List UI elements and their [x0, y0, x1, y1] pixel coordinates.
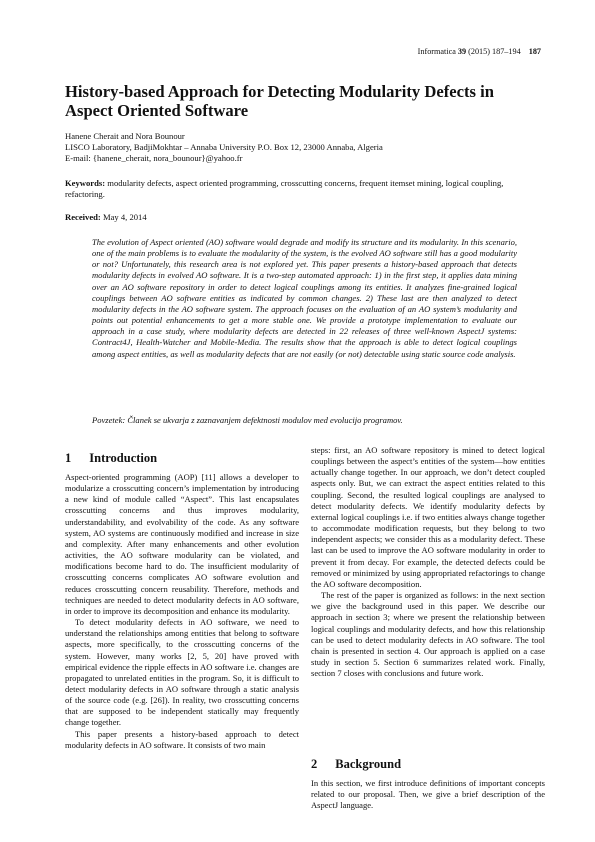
- author-affiliation: LISCO Laboratory, BadjiMokhtar – Annaba University P.O. Box 12, 23000 Annaba, Algeria: [65, 142, 383, 153]
- journal-year-pages: (2015) 187–194: [468, 47, 521, 56]
- right-column: [311, 445, 545, 679]
- paragraph: This paper presents a history-based approach to detect modularity defects in AO software. It consists of two main: [65, 728, 299, 750]
- journal-volume: 39: [457, 47, 467, 56]
- paragraph: The rest of the paper is organized as follows: in the next section we give the background used in this paper. We describe our approach in section 3; where we present the relationship between logical couplings and modularity defects, and how this relationship can be used to detect modularity defects in AO software. The tool chain is presented in section 4. Our approach is applied on a case study in section 5. Section 6 summarizes related work. Finally, section 7 closes with conclusions and future work.: [311, 590, 545, 679]
- received-date: May 4, 2014: [102, 212, 147, 222]
- running-header: [418, 47, 541, 56]
- keywords-label: Keywords:: [65, 178, 106, 188]
- abstract: The evolution of Aspect oriented (AO) software would degrade and modify its structure and its modularity. In this scenario, one of the main problems is to evaluate the modularity of the system, is the evolved AO software still has a good modularity or not? Unfortunately, this research area is not explored yet. This paper presents a history-based approach that detects modularity defects in evolved AO software. It is a two-step automated approach: 1) in the first step, it applies data mining over an AO software repository in order to detect logical couplings among its entities. It analyzes fine-grained logical couplings between AO software entities as indicated by common changes. 2) These last are then analyzed to detect modularity defects in the AO software system. The approach focuses on the evaluation of an AO system’s modularity and points out potential enhancements to get a more stable one. We provide a prototype implementation to evaluate our approach in a case study, where modularity defects are detected in 22 releases of three well-known AspectJ systems: Contract4J, Health-Watcher and Mobile-Media. The results show that the approach is able to detect logical couplings among aspect entities, as well as modularity defects that are not easily (or not) detectable using static source code analysis.: [92, 237, 517, 359]
- author-names: Hanene Cherait and Nora Bounour: [65, 131, 185, 141]
- paragraph: steps: first, an AO software repository is mined to detect logical couplings between the aspect’s entities of the system—how entities actually change together. In our approach, we don’t detect coupled aspects only. But, we can extract the aspect entities related to this coupling. Second, the resulted logical couplings are analysed to detect modularity defects. We identify modularity defects by external logical couplings i.e. if two entities always change together to accommodate modification requests, but they belong to two independent aspects; we consider this as a modularity defect. These last can be used to improve the AO software modularity in order to prevent it from decay. For example, the detected defects could be removed or minimized by using appropriated refactorings to change the AO software decomposition.: [311, 445, 545, 589]
- section-number: 2: [311, 757, 318, 771]
- paragraph: In this section, we first introduce definitions of important concepts related to our proposal. Then, we give a brief description of the AspectJ language.: [311, 778, 545, 811]
- section-title: Introduction: [89, 451, 158, 465]
- keywords-text: modularity defects, aspect oriented programming, crosscutting concerns, frequent itemset mining, logical coupling, refactoring.: [65, 178, 504, 200]
- section-heading-introduction: [65, 451, 157, 466]
- keywords: [65, 178, 535, 200]
- journal-name: Informatica: [417, 47, 456, 56]
- povzetek: Povzetek: Članek se ukvarja z zaznavanjem defektnosti modulov med evolucijo programov.: [92, 415, 403, 425]
- section-number: 1: [65, 451, 72, 465]
- section-title: Background: [335, 757, 402, 771]
- left-column: [65, 472, 299, 751]
- background-text: [311, 778, 545, 811]
- received-label: Received:: [65, 212, 101, 222]
- section-heading-background: [311, 757, 401, 772]
- page-number: 187: [528, 47, 541, 56]
- paragraph: Aspect-oriented programming (AOP) [11] allows a developer to modularize a crosscutting concern’s implementation by introducing a new kind of module called “Aspect”. This last encapsulates crosscutting concerns and thus improves modularity, understandability, and evolvability of the code. As any software system, AO systems are continuously modified and increase in size and complexity. After many enhancements and other evolution activities, the AO software modularity can be violated, and modifications become hard to do. The insufficient modularity of crosscutting concerns complicates AO software evolution and reduces crosscutting concern reusability. Therefore, methods and techniques are needed to detect modularity defects in AO software, in order to improve its decomposition and enhance its modularity.: [65, 472, 299, 616]
- paper-title: History-based Approach for Detecting Modularity Defects in Aspect Oriented Software: [65, 82, 494, 120]
- author-block: [65, 131, 535, 165]
- paragraph: To detect modularity defects in AO software, we need to understand the relationships among entities that belong to software aspects, more specifically, to the crosscutting concerns of the system. However, many works [2, 5, 20] have proved with empirical evidence the ripple effects in AO software i.e. changes are propagated to unrelated entities in the program. So, it is difficult to detect modularity defects in AO software through a static analysis of the source code (e.g. [26]). In reality, two crosscutting concerns that are supposed to be independent statically may frequently change together.: [65, 617, 299, 728]
- author-email: E-mail: {hanene_cherait, nora_bounour}@yahoo.fr: [65, 153, 243, 164]
- received-line: [65, 212, 147, 222]
